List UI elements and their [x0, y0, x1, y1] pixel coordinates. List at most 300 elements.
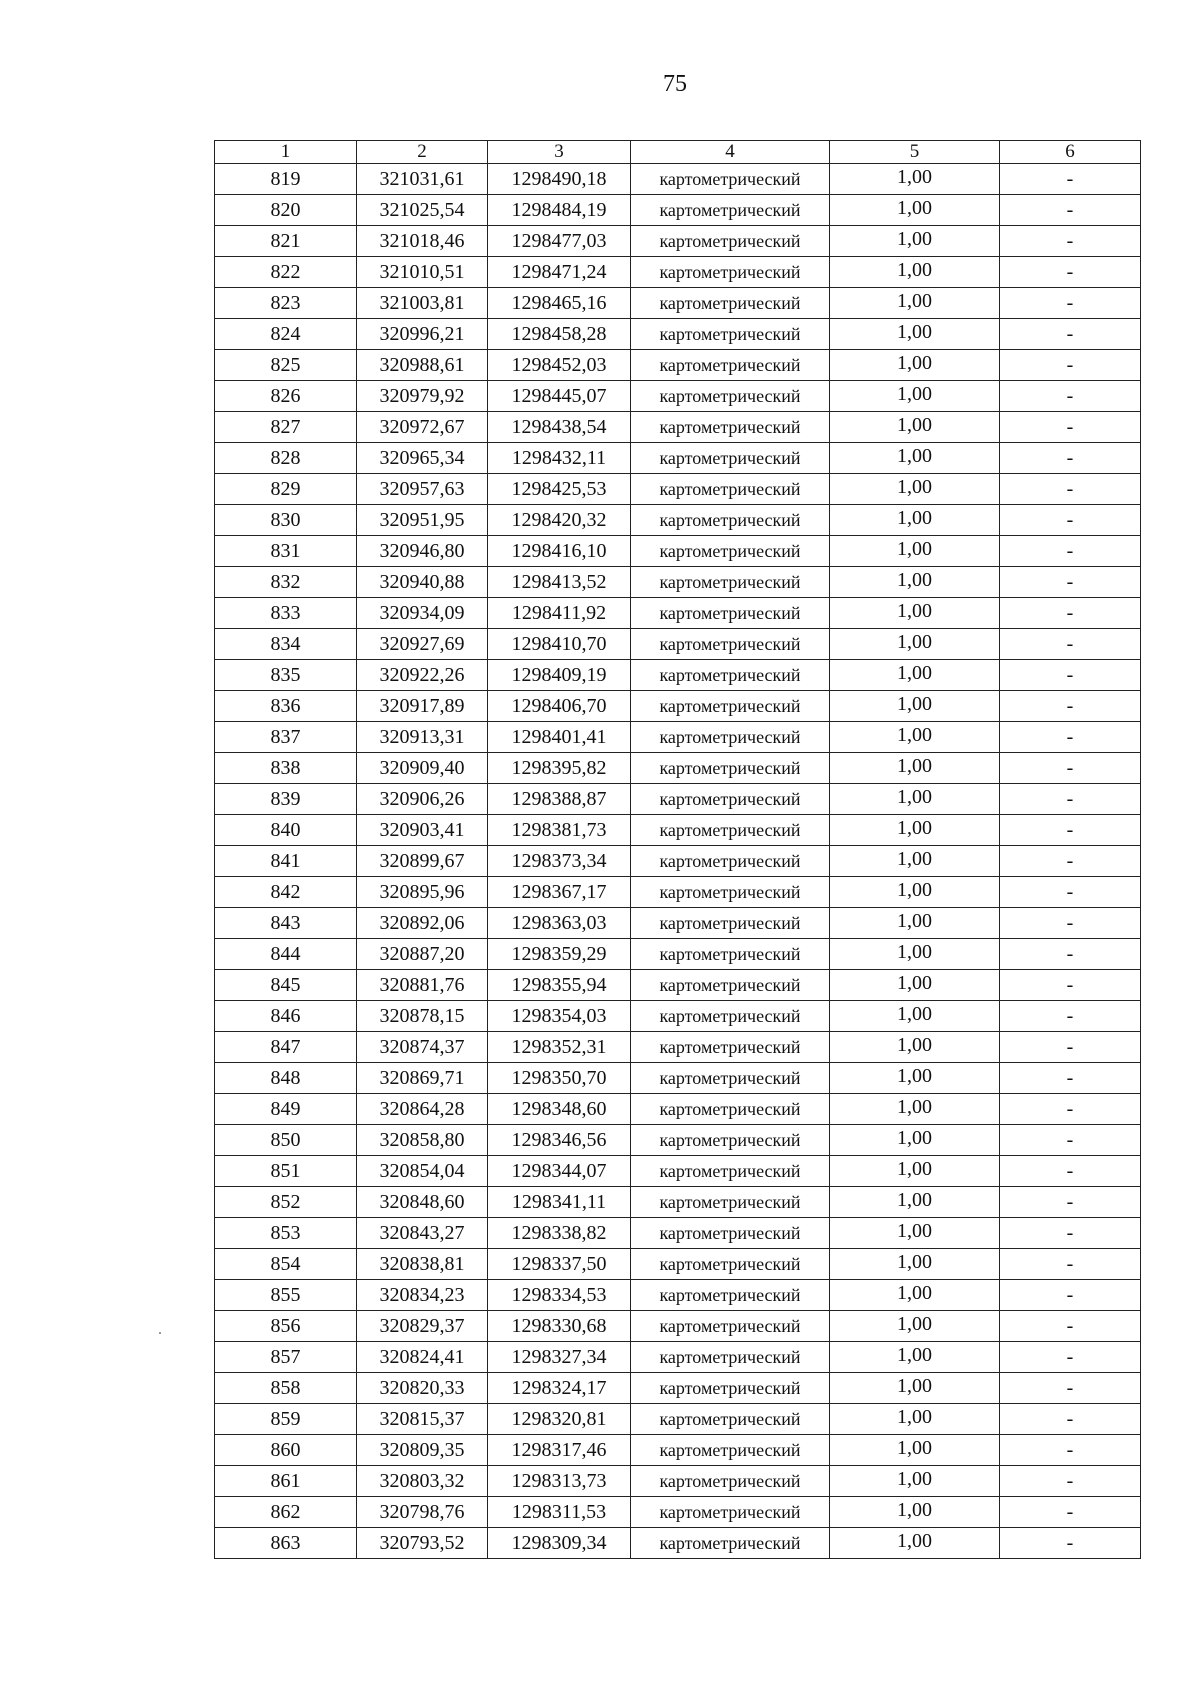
cell-point-number: 858 [215, 1373, 357, 1404]
cell-method: картометрический [631, 1032, 830, 1063]
cell-method: картометрический [631, 412, 830, 443]
cell-x: 320927,69 [357, 629, 488, 660]
cell-point-number: 837 [215, 722, 357, 753]
cell-x: 320829,37 [357, 1311, 488, 1342]
cell-method: картометрический [631, 164, 830, 195]
table-row [215, 350, 1141, 381]
table-row [215, 319, 1141, 350]
cell-description: - [1000, 1373, 1141, 1404]
cell-y: 1298354,03 [488, 1001, 631, 1032]
cell-description: - [1000, 908, 1141, 939]
cell-x: 321025,54 [357, 195, 488, 226]
cell-y: 1298425,53 [488, 474, 631, 505]
cell-y: 1298373,34 [488, 846, 631, 877]
cell-description: - [1000, 1342, 1141, 1373]
cell-point-number: 828 [215, 443, 357, 474]
cell-x: 320843,27 [357, 1218, 488, 1249]
cell-description: - [1000, 474, 1141, 505]
cell-x: 320934,09 [357, 598, 488, 629]
cell-description: - [1000, 1311, 1141, 1342]
table-row [215, 505, 1141, 536]
cell-description: - [1000, 629, 1141, 660]
cell-x: 320972,67 [357, 412, 488, 443]
cell-point-number: 846 [215, 1001, 357, 1032]
cell-point-number: 859 [215, 1404, 357, 1435]
cell-y: 1298338,82 [488, 1218, 631, 1249]
cell-x: 320874,37 [357, 1032, 488, 1063]
cell-y: 1298471,24 [488, 257, 631, 288]
table-row [215, 536, 1141, 567]
cell-x: 320869,71 [357, 1063, 488, 1094]
cell-point-number: 826 [215, 381, 357, 412]
cell-point-number: 836 [215, 691, 357, 722]
cell-y: 1298438,54 [488, 412, 631, 443]
cell-x: 320913,31 [357, 722, 488, 753]
cell-accuracy: 1,00 [830, 474, 1000, 505]
table-header [215, 141, 1141, 164]
cell-description: - [1000, 970, 1141, 1001]
cell-y: 1298410,70 [488, 629, 631, 660]
cell-method: картометрический [631, 1218, 830, 1249]
cell-description: - [1000, 939, 1141, 970]
cell-description: - [1000, 1280, 1141, 1311]
cell-description: - [1000, 319, 1141, 350]
cell-x: 320820,33 [357, 1373, 488, 1404]
cell-point-number: 839 [215, 784, 357, 815]
cell-method: картометрический [631, 784, 830, 815]
cell-y: 1298341,11 [488, 1187, 631, 1218]
cell-description: - [1000, 784, 1141, 815]
cell-x: 321010,51 [357, 257, 488, 288]
cell-accuracy: 1,00 [830, 1063, 1000, 1094]
cell-description: - [1000, 567, 1141, 598]
table-row [215, 1187, 1141, 1218]
cell-description: - [1000, 164, 1141, 195]
cell-y: 1298381,73 [488, 815, 631, 846]
cell-x: 320903,41 [357, 815, 488, 846]
table-row [215, 1094, 1141, 1125]
cell-y: 1298452,03 [488, 350, 631, 381]
cell-accuracy: 1,00 [830, 939, 1000, 970]
cell-y: 1298395,82 [488, 753, 631, 784]
cell-x: 320951,95 [357, 505, 488, 536]
table-row [215, 257, 1141, 288]
column-header-accuracy: 5 [830, 141, 1000, 164]
cell-accuracy: 1,00 [830, 722, 1000, 753]
cell-x: 320940,88 [357, 567, 488, 598]
cell-method: картометрический [631, 226, 830, 257]
cell-description: - [1000, 1156, 1141, 1187]
cell-method: картометрический [631, 257, 830, 288]
table-row [215, 1156, 1141, 1187]
cell-accuracy: 1,00 [830, 970, 1000, 1001]
table-row [215, 226, 1141, 257]
cell-y: 1298330,68 [488, 1311, 631, 1342]
table-row [215, 1466, 1141, 1497]
cell-point-number: 832 [215, 567, 357, 598]
cell-method: картометрический [631, 908, 830, 939]
cell-x: 321003,81 [357, 288, 488, 319]
cell-description: - [1000, 288, 1141, 319]
cell-x: 320887,20 [357, 939, 488, 970]
column-header-point-number: 1 [215, 141, 357, 164]
cell-point-number: 841 [215, 846, 357, 877]
cell-method: картометрический [631, 660, 830, 691]
cell-method: картометрический [631, 1404, 830, 1435]
cell-method: картометрический [631, 877, 830, 908]
cell-y: 1298344,07 [488, 1156, 631, 1187]
cell-y: 1298401,41 [488, 722, 631, 753]
table-row [215, 784, 1141, 815]
table-row [215, 1001, 1141, 1032]
cell-y: 1298420,32 [488, 505, 631, 536]
cell-accuracy: 1,00 [830, 257, 1000, 288]
cell-y: 1298413,52 [488, 567, 631, 598]
cell-method: картометрический [631, 288, 830, 319]
table-row [215, 1342, 1141, 1373]
cell-description: - [1000, 1032, 1141, 1063]
cell-point-number: 821 [215, 226, 357, 257]
header-row [215, 141, 1141, 164]
cell-x: 320803,32 [357, 1466, 488, 1497]
cell-description: - [1000, 1001, 1141, 1032]
cell-y: 1298416,10 [488, 536, 631, 567]
cell-accuracy: 1,00 [830, 1187, 1000, 1218]
cell-description: - [1000, 350, 1141, 381]
cell-x: 320892,06 [357, 908, 488, 939]
cell-accuracy: 1,00 [830, 598, 1000, 629]
cell-accuracy: 1,00 [830, 1311, 1000, 1342]
cell-x: 320854,04 [357, 1156, 488, 1187]
cell-y: 1298327,34 [488, 1342, 631, 1373]
cell-method: картометрический [631, 598, 830, 629]
cell-x: 320965,34 [357, 443, 488, 474]
table-row [215, 164, 1141, 195]
column-header-description: 6 [1000, 141, 1141, 164]
cell-point-number: 831 [215, 536, 357, 567]
coordinates-table [214, 140, 1141, 1559]
table-row [215, 1125, 1141, 1156]
cell-description: - [1000, 381, 1141, 412]
table-row [215, 1032, 1141, 1063]
cell-accuracy: 1,00 [830, 846, 1000, 877]
table-row [215, 629, 1141, 660]
cell-x: 320909,40 [357, 753, 488, 784]
cell-point-number: 851 [215, 1156, 357, 1187]
cell-y: 1298350,70 [488, 1063, 631, 1094]
cell-method: картометрический [631, 350, 830, 381]
cell-accuracy: 1,00 [830, 381, 1000, 412]
cell-point-number: 853 [215, 1218, 357, 1249]
cell-y: 1298484,19 [488, 195, 631, 226]
cell-point-number: 848 [215, 1063, 357, 1094]
cell-accuracy: 1,00 [830, 1249, 1000, 1280]
cell-accuracy: 1,00 [830, 1435, 1000, 1466]
cell-point-number: 838 [215, 753, 357, 784]
scan-artifact [159, 1332, 161, 1334]
cell-method: картометрический [631, 381, 830, 412]
cell-point-number: 819 [215, 164, 357, 195]
cell-method: картометрический [631, 443, 830, 474]
cell-point-number: 844 [215, 939, 357, 970]
cell-y: 1298309,34 [488, 1528, 631, 1559]
cell-y: 1298432,11 [488, 443, 631, 474]
cell-description: - [1000, 691, 1141, 722]
cell-x: 320988,61 [357, 350, 488, 381]
cell-point-number: 861 [215, 1466, 357, 1497]
cell-description: - [1000, 660, 1141, 691]
cell-point-number: 823 [215, 288, 357, 319]
cell-x: 320946,80 [357, 536, 488, 567]
cell-y: 1298348,60 [488, 1094, 631, 1125]
cell-y: 1298355,94 [488, 970, 631, 1001]
cell-point-number: 845 [215, 970, 357, 1001]
cell-y: 1298490,18 [488, 164, 631, 195]
cell-point-number: 850 [215, 1125, 357, 1156]
table-row [215, 1311, 1141, 1342]
table-row [215, 1528, 1141, 1559]
cell-x: 320798,76 [357, 1497, 488, 1528]
cell-y: 1298324,17 [488, 1373, 631, 1404]
cell-method: картометрический [631, 567, 830, 598]
cell-accuracy: 1,00 [830, 908, 1000, 939]
cell-description: - [1000, 1497, 1141, 1528]
cell-method: картометрический [631, 970, 830, 1001]
cell-accuracy: 1,00 [830, 567, 1000, 598]
cell-point-number: 834 [215, 629, 357, 660]
cell-description: - [1000, 1063, 1141, 1094]
cell-description: - [1000, 1218, 1141, 1249]
cell-x: 320899,67 [357, 846, 488, 877]
cell-y: 1298337,50 [488, 1249, 631, 1280]
cell-point-number: 822 [215, 257, 357, 288]
cell-accuracy: 1,00 [830, 350, 1000, 381]
cell-point-number: 855 [215, 1280, 357, 1311]
cell-method: картометрический [631, 1063, 830, 1094]
cell-point-number: 840 [215, 815, 357, 846]
cell-y: 1298445,07 [488, 381, 631, 412]
cell-method: картометрический [631, 753, 830, 784]
cell-accuracy: 1,00 [830, 1094, 1000, 1125]
column-header-x: 2 [357, 141, 488, 164]
table-row [215, 443, 1141, 474]
table-row [215, 939, 1141, 970]
table-row [215, 660, 1141, 691]
cell-description: - [1000, 1528, 1141, 1559]
cell-x: 320864,28 [357, 1094, 488, 1125]
cell-description: - [1000, 1187, 1141, 1218]
cell-x: 320838,81 [357, 1249, 488, 1280]
cell-accuracy: 1,00 [830, 1032, 1000, 1063]
cell-description: - [1000, 226, 1141, 257]
cell-accuracy: 1,00 [830, 815, 1000, 846]
cell-description: - [1000, 412, 1141, 443]
cell-x: 320834,23 [357, 1280, 488, 1311]
table-row [215, 288, 1141, 319]
cell-accuracy: 1,00 [830, 443, 1000, 474]
table-row [215, 1435, 1141, 1466]
cell-method: картометрический [631, 629, 830, 660]
cell-point-number: 847 [215, 1032, 357, 1063]
cell-point-number: 824 [215, 319, 357, 350]
cell-x: 320957,63 [357, 474, 488, 505]
table-row [215, 412, 1141, 443]
cell-description: - [1000, 815, 1141, 846]
cell-method: картометрический [631, 1466, 830, 1497]
cell-method: картометрический [631, 939, 830, 970]
cell-x: 320793,52 [357, 1528, 488, 1559]
cell-method: картометрический [631, 1125, 830, 1156]
cell-description: - [1000, 722, 1141, 753]
cell-method: картометрический [631, 505, 830, 536]
table-row [215, 722, 1141, 753]
cell-method: картометрический [631, 1280, 830, 1311]
table-row [215, 970, 1141, 1001]
cell-description: - [1000, 1404, 1141, 1435]
cell-accuracy: 1,00 [830, 877, 1000, 908]
table-row [215, 1249, 1141, 1280]
cell-y: 1298313,73 [488, 1466, 631, 1497]
cell-method: картометрический [631, 1373, 830, 1404]
cell-method: картометрический [631, 474, 830, 505]
cell-accuracy: 1,00 [830, 660, 1000, 691]
cell-y: 1298465,16 [488, 288, 631, 319]
table-row [215, 1280, 1141, 1311]
cell-method: картометрический [631, 1435, 830, 1466]
cell-accuracy: 1,00 [830, 691, 1000, 722]
cell-accuracy: 1,00 [830, 1001, 1000, 1032]
cell-accuracy: 1,00 [830, 1342, 1000, 1373]
cell-accuracy: 1,00 [830, 195, 1000, 226]
cell-point-number: 863 [215, 1528, 357, 1559]
table-row [215, 474, 1141, 505]
cell-x: 320848,60 [357, 1187, 488, 1218]
cell-x: 320878,15 [357, 1001, 488, 1032]
table-row [215, 877, 1141, 908]
table-row [215, 1497, 1141, 1528]
table-row [215, 753, 1141, 784]
cell-point-number: 852 [215, 1187, 357, 1218]
cell-point-number: 829 [215, 474, 357, 505]
cell-accuracy: 1,00 [830, 1156, 1000, 1187]
cell-y: 1298409,19 [488, 660, 631, 691]
cell-description: - [1000, 1435, 1141, 1466]
table-row [215, 1218, 1141, 1249]
cell-accuracy: 1,00 [830, 536, 1000, 567]
cell-description: - [1000, 1249, 1141, 1280]
cell-description: - [1000, 257, 1141, 288]
cell-accuracy: 1,00 [830, 1528, 1000, 1559]
table-row [215, 195, 1141, 226]
cell-point-number: 854 [215, 1249, 357, 1280]
cell-description: - [1000, 443, 1141, 474]
cell-x: 320809,35 [357, 1435, 488, 1466]
cell-method: картометрический [631, 1156, 830, 1187]
cell-accuracy: 1,00 [830, 319, 1000, 350]
cell-y: 1298352,31 [488, 1032, 631, 1063]
cell-accuracy: 1,00 [830, 1466, 1000, 1497]
cell-accuracy: 1,00 [830, 505, 1000, 536]
table-row [215, 815, 1141, 846]
cell-point-number: 842 [215, 877, 357, 908]
cell-y: 1298359,29 [488, 939, 631, 970]
cell-y: 1298346,56 [488, 1125, 631, 1156]
cell-point-number: 849 [215, 1094, 357, 1125]
cell-accuracy: 1,00 [830, 226, 1000, 257]
cell-x: 320922,26 [357, 660, 488, 691]
cell-point-number: 856 [215, 1311, 357, 1342]
cell-x: 320917,89 [357, 691, 488, 722]
cell-y: 1298311,53 [488, 1497, 631, 1528]
cell-accuracy: 1,00 [830, 1497, 1000, 1528]
cell-description: - [1000, 505, 1141, 536]
cell-method: картометрический [631, 691, 830, 722]
cell-method: картометрический [631, 195, 830, 226]
cell-point-number: 833 [215, 598, 357, 629]
cell-x: 321031,61 [357, 164, 488, 195]
table-row [215, 598, 1141, 629]
cell-method: картометрический [631, 1342, 830, 1373]
cell-method: картометрический [631, 1311, 830, 1342]
cell-x: 320895,96 [357, 877, 488, 908]
cell-y: 1298458,28 [488, 319, 631, 350]
table-row [215, 567, 1141, 598]
cell-accuracy: 1,00 [830, 784, 1000, 815]
cell-y: 1298317,46 [488, 1435, 631, 1466]
cell-x: 320996,21 [357, 319, 488, 350]
cell-x: 320824,41 [357, 1342, 488, 1373]
cell-description: - [1000, 598, 1141, 629]
cell-y: 1298411,92 [488, 598, 631, 629]
cell-y: 1298334,53 [488, 1280, 631, 1311]
cell-x: 320815,37 [357, 1404, 488, 1435]
cell-description: - [1000, 1094, 1141, 1125]
table-row [215, 1404, 1141, 1435]
cell-method: картометрический [631, 1249, 830, 1280]
cell-method: картометрический [631, 319, 830, 350]
cell-accuracy: 1,00 [830, 1280, 1000, 1311]
table-row [215, 846, 1141, 877]
table-row [215, 381, 1141, 412]
cell-y: 1298477,03 [488, 226, 631, 257]
cell-method: картометрический [631, 1001, 830, 1032]
cell-y: 1298388,87 [488, 784, 631, 815]
cell-x: 320858,80 [357, 1125, 488, 1156]
cell-point-number: 857 [215, 1342, 357, 1373]
cell-method: картометрический [631, 722, 830, 753]
column-header-y: 3 [488, 141, 631, 164]
cell-accuracy: 1,00 [830, 412, 1000, 443]
table-row [215, 1063, 1141, 1094]
cell-accuracy: 1,00 [830, 1218, 1000, 1249]
cell-method: картометрический [631, 1497, 830, 1528]
table-row [215, 691, 1141, 722]
cell-accuracy: 1,00 [830, 629, 1000, 660]
cell-method: картометрический [631, 846, 830, 877]
cell-method: картометрический [631, 536, 830, 567]
cell-description: - [1000, 195, 1141, 226]
cell-method: картометрический [631, 815, 830, 846]
cell-accuracy: 1,00 [830, 1404, 1000, 1435]
cell-x: 321018,46 [357, 226, 488, 257]
cell-y: 1298367,17 [488, 877, 631, 908]
cell-description: - [1000, 846, 1141, 877]
cell-description: - [1000, 753, 1141, 784]
cell-point-number: 825 [215, 350, 357, 381]
cell-point-number: 843 [215, 908, 357, 939]
cell-accuracy: 1,00 [830, 753, 1000, 784]
page-number: 75 [663, 71, 687, 97]
